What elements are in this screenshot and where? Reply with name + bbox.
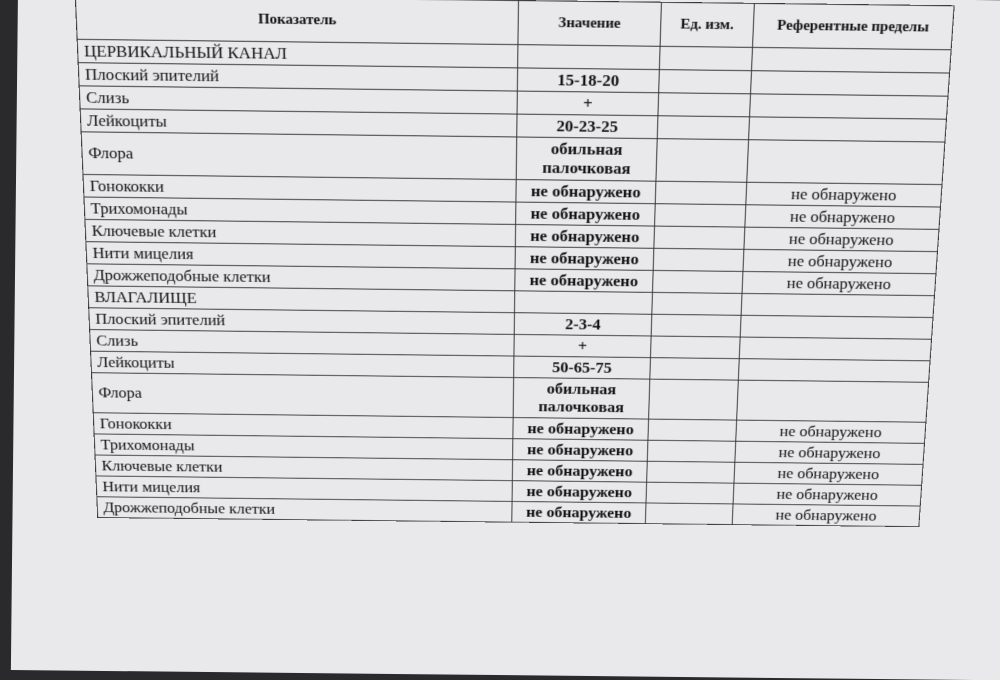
parameter-unit [650, 358, 739, 381]
parameter-name: Плоский эпителий [89, 308, 515, 335]
parameter-unit [658, 93, 751, 117]
parameter-value: не обнаружено [513, 418, 649, 441]
results-table-container [75, 0, 955, 527]
section-title: ЦЕРВИКАЛЬНЫЙ КАНАЛ [77, 39, 518, 68]
parameter-unit [656, 139, 749, 183]
parameter-name: Флора [91, 373, 513, 418]
parameter-name: Гонококки [93, 413, 513, 439]
parameter-unit [645, 503, 733, 525]
parameter-unit [646, 482, 734, 504]
parameter-name: Слизь [79, 86, 517, 114]
parameter-unit [655, 181, 747, 205]
header-parameter: Показатель [75, 0, 518, 45]
parameter-unit [655, 204, 746, 227]
parameter-reference: не обнаружено [743, 249, 938, 273]
parameter-unit [657, 116, 749, 140]
empty-cell [741, 293, 934, 317]
empty-cell [514, 291, 652, 314]
parameter-reference: не обнаружено [733, 483, 922, 506]
parameter-name: Нити мицелия [96, 476, 512, 502]
parameter-value: не обнаружено [515, 224, 654, 248]
parameter-reference: не обнаружено [735, 441, 925, 464]
parameter-reference: не обнаружено [745, 205, 941, 230]
parameter-reference: не обнаружено [732, 504, 920, 527]
parameter-reference: не обнаружено [736, 420, 926, 443]
parameter-value: не обнаружено [512, 481, 647, 503]
parameter-reference [750, 94, 948, 119]
parameter-name: Дрожжеподобные клетки [97, 497, 512, 522]
parameter-value: не обнаружено [513, 439, 648, 462]
parameter-name: Лейкоциты [80, 109, 517, 137]
parameter-value: + [514, 334, 651, 357]
parameter-reference [747, 140, 945, 185]
header-value: Значение [518, 1, 662, 47]
parameter-value: не обнаружено [512, 501, 646, 523]
section-title: ВЛАГАЛИЩЕ [88, 286, 515, 313]
parameter-value: не обнаружено [515, 247, 654, 271]
empty-cell [652, 292, 742, 315]
parameter-unit [652, 270, 742, 293]
empty-cell [659, 46, 752, 70]
parameter-unit [649, 379, 739, 420]
parameter-value: 15-18-20 [517, 68, 659, 93]
results-table [75, 0, 955, 527]
parameter-value: не обнаружено [516, 202, 656, 226]
parameter-unit [659, 70, 752, 94]
parameter-value: 20-23-25 [517, 114, 658, 139]
parameter-reference [751, 71, 950, 96]
parameter-reference [737, 380, 929, 422]
parameter-name: Трихомонады [84, 197, 516, 224]
parameter-unit [654, 226, 745, 249]
parameter-unit [650, 336, 740, 359]
parameter-unit [651, 314, 741, 337]
parameter-reference: не обнаружено [746, 182, 942, 207]
parameter-name: Гонококки [83, 174, 516, 202]
header-reference: Референтные пределы [752, 3, 954, 49]
parameter-name: Слизь [90, 330, 515, 357]
parameter-value: обильная палочковая [513, 378, 650, 420]
parameter-value: + [517, 91, 659, 116]
parameter-value: не обнаружено [512, 460, 647, 482]
parameter-reference: не обнаружено [744, 227, 939, 251]
parameter-value: не обнаружено [516, 180, 656, 204]
parameter-value: 50-65-75 [514, 356, 651, 379]
parameter-unit [647, 461, 735, 483]
parameter-name: Дрожжеподобные клетки [87, 264, 515, 291]
parameter-reference: не обнаружено [742, 271, 936, 295]
empty-cell [752, 47, 952, 73]
parameter-value: не обнаружено [515, 269, 653, 293]
parameter-reference [749, 117, 947, 142]
parameter-name: Флора [81, 132, 517, 180]
parameter-name: Ключевые клетки [85, 219, 516, 246]
parameter-name: Трихомонады [94, 434, 513, 460]
parameter-name: Лейкоциты [91, 351, 514, 377]
parameter-name: Плоский эпителий [78, 63, 517, 91]
parameter-value: обильная палочковая [516, 137, 657, 181]
parameter-reference [739, 337, 931, 361]
parameter-name: Ключевые клетки [95, 455, 513, 481]
empty-cell [518, 45, 660, 70]
parameter-reference [740, 315, 933, 339]
header-unit: Ед. изм. [660, 2, 754, 47]
parameter-unit [653, 248, 744, 271]
parameter-unit [647, 440, 735, 462]
parameter-name: Нити мицелия [86, 242, 515, 269]
parameter-unit [648, 419, 737, 441]
parameter-value: 2-3-4 [514, 313, 652, 336]
parameter-reference: не обнаружено [734, 462, 923, 485]
table-body [77, 39, 951, 526]
parameter-reference [738, 359, 930, 383]
